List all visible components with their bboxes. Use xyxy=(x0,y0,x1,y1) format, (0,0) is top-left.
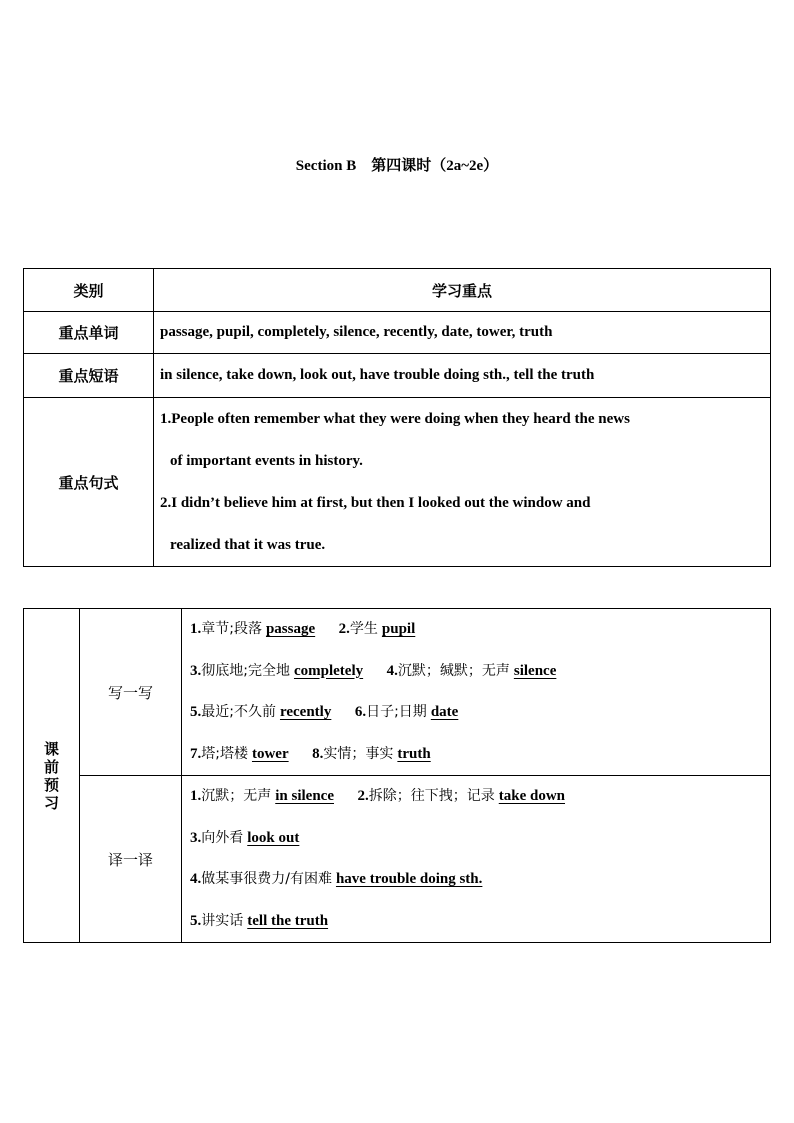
list-item: 1.章节;段落 passage 2.学生 pupil xyxy=(190,621,416,637)
answer: silence xyxy=(513,662,557,679)
translate-items xyxy=(182,776,771,943)
answer: date xyxy=(430,704,459,720)
table-row xyxy=(24,354,771,398)
section-char: 课 xyxy=(43,739,59,758)
section-char: 前 xyxy=(43,757,59,776)
list-item: 4.做某事很费力/有困难 have trouble doing sth. xyxy=(190,871,483,887)
list-item: 3.彻底地;完全地 completely 4.沉默；缄默；无声 silence xyxy=(190,662,557,679)
answer: tower xyxy=(251,745,289,762)
answer: completely xyxy=(293,662,364,679)
list-item: 3.向外看 look out xyxy=(190,829,300,846)
answer: tell the truth xyxy=(247,912,329,929)
row-content: in silence, take down, look out, have trouble doing sth., tell the truth xyxy=(154,354,771,398)
answer: recently xyxy=(279,704,332,720)
answer: look out xyxy=(247,829,300,846)
table-header-row xyxy=(24,269,771,312)
summary-table xyxy=(23,268,771,567)
write-items xyxy=(182,609,771,776)
section-char: 预 xyxy=(43,775,59,794)
answer: take down xyxy=(498,788,566,804)
list-item: 5.最近;不久前 recently 6.日子;日期 date xyxy=(190,704,459,720)
answer: in silence xyxy=(275,788,334,804)
list-item: 7.塔;塔楼 tower 8.实情；事实 truth xyxy=(190,745,431,762)
answer: truth xyxy=(397,745,431,762)
list-item: 1.沉默；无声 in silence 2.拆除；往下拽；记录 take down xyxy=(190,788,566,804)
translate-row xyxy=(24,776,771,943)
answer: passage xyxy=(265,621,316,637)
sentence-1-line-2: of important events in history. xyxy=(170,453,363,469)
page-title: Section B 第四课时（2a~2e） xyxy=(295,158,499,174)
write-label: 写一写 xyxy=(80,609,182,776)
sentence-list xyxy=(154,398,771,567)
answer: have trouble doing sth. xyxy=(335,871,483,887)
header-focus: 学习重点 xyxy=(154,269,771,312)
write-row xyxy=(24,609,771,776)
section-char: 习 xyxy=(43,793,59,812)
header-category: 类别 xyxy=(24,269,154,312)
row-category: 重点句式 xyxy=(24,398,154,567)
translate-label: 译一译 xyxy=(80,776,182,943)
row-category: 重点单词 xyxy=(24,312,154,354)
sentence-2-line-2: realized that it was true. xyxy=(170,537,326,553)
row-category: 重点短语 xyxy=(24,354,154,398)
preview-table xyxy=(23,608,771,943)
row-content: passage, pupil, completely, silence, recently, date, tower, truth xyxy=(154,312,771,354)
section-label xyxy=(24,609,80,943)
answer: pupil xyxy=(381,621,416,637)
sentence-1-line-1: 1.People often remember what they were doing when they heard the news xyxy=(160,411,630,427)
sentence-2-line-1: 2.I didn’t believe him at first, but then I looked out the window and xyxy=(160,495,591,511)
list-item: 5.讲实话 tell the truth xyxy=(190,912,329,929)
table-row-sentences xyxy=(24,398,771,567)
table-row xyxy=(24,312,771,354)
